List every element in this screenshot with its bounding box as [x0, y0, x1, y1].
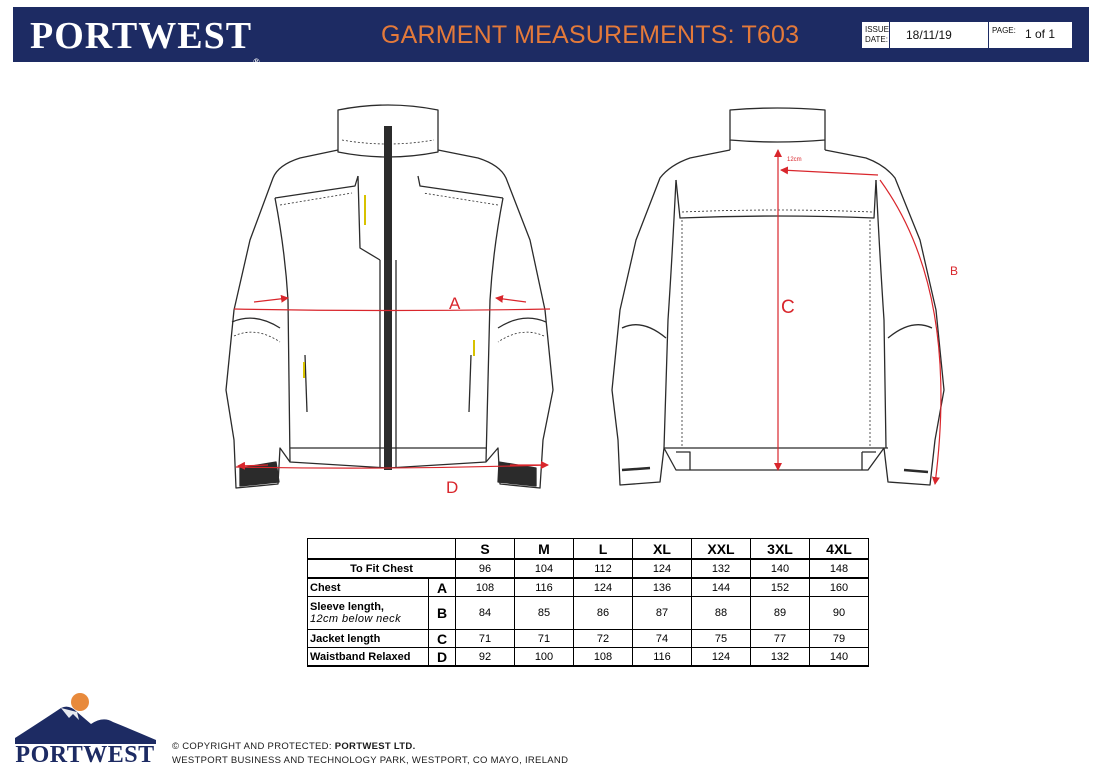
- size-header: XL: [633, 539, 692, 560]
- table-cell: 77: [751, 630, 810, 648]
- table-cell: 124: [692, 648, 751, 667]
- size-header: L: [574, 539, 633, 560]
- front-zip: [384, 126, 392, 470]
- table-cell: 86: [574, 597, 633, 630]
- table-cell: 92: [456, 648, 515, 667]
- table-cell: 132: [751, 648, 810, 667]
- chest-arrow-left: [254, 298, 288, 302]
- table-cell: 100: [515, 648, 574, 667]
- size-header: S: [456, 539, 515, 560]
- size-header-row: [308, 539, 869, 560]
- table-row: [308, 648, 869, 667]
- mountain-icon: [15, 707, 156, 744]
- table-cell: 87: [633, 597, 692, 630]
- page-box: [988, 21, 1073, 49]
- table-cell: 72: [574, 630, 633, 648]
- table-cell: 104: [515, 559, 574, 578]
- back-measurements: [778, 150, 941, 484]
- sleeve-line: [880, 180, 941, 484]
- size-header: 3XL: [751, 539, 810, 560]
- table-cell: 89: [751, 597, 810, 630]
- table-cell: 71: [515, 630, 574, 648]
- row-label: Jacket length: [308, 630, 429, 648]
- row-letter: C: [429, 630, 456, 648]
- table-cell: 85: [515, 597, 574, 630]
- table-cell: 112: [574, 559, 633, 578]
- size-header: XXL: [692, 539, 751, 560]
- issue-label: ISSUE: [865, 25, 890, 34]
- table-cell: 88: [692, 597, 751, 630]
- garment-diagram: [0, 85, 1099, 510]
- label-d: D: [446, 478, 459, 497]
- table-cell: 144: [692, 578, 751, 597]
- table-cell: 71: [456, 630, 515, 648]
- table-cell: 136: [633, 578, 692, 597]
- table-cell: 148: [810, 559, 869, 578]
- table-cell: 124: [574, 578, 633, 597]
- page-title: GARMENT MEASUREMENTS: T603: [381, 21, 800, 49]
- label-b: B: [950, 264, 959, 278]
- row-label-main: Sleeve length,: [310, 601, 384, 613]
- row-label: Waistband Relaxed: [308, 648, 429, 667]
- sun-icon: [71, 693, 89, 711]
- size-header: M: [515, 539, 574, 560]
- table-cell: 96: [456, 559, 515, 578]
- row-letter: A: [429, 578, 456, 597]
- label-c: C: [781, 297, 795, 318]
- table-cell: 140: [810, 648, 869, 667]
- table-row: [308, 578, 869, 597]
- copyright-line: [172, 741, 416, 752]
- table-cell: 124: [633, 559, 692, 578]
- date-label: DATE:: [865, 35, 888, 44]
- table-cell: 132: [692, 559, 751, 578]
- table-cell: 108: [456, 578, 515, 597]
- footer-logo: [13, 690, 158, 768]
- table-cell: 84: [456, 597, 515, 630]
- table-cell: 152: [751, 578, 810, 597]
- copyright-prefix: © COPYRIGHT AND PROTECTED:: [172, 741, 332, 752]
- issue-date-value: 18/11/19: [906, 28, 952, 42]
- measurement-table: [307, 538, 869, 667]
- table-row: [308, 630, 869, 648]
- table-row: [308, 597, 869, 630]
- brand-logo: [30, 14, 261, 67]
- page-value: 1 of 1: [1025, 27, 1056, 41]
- chest-arrow-right: [496, 298, 526, 302]
- fit-chest-label: To Fit Chest: [308, 559, 456, 578]
- row-label-sub: 12cm below neck: [310, 613, 401, 625]
- table-cell: 160: [810, 578, 869, 597]
- label-a: A: [449, 294, 461, 313]
- issue-date-box: [861, 21, 990, 49]
- address-line: WESTPORT BUSINESS AND TECHNOLOGY PARK, WESTPORT, CO MAYO, IRELAND: [172, 755, 569, 766]
- neck-offset-line: [781, 170, 878, 175]
- table-cell: 108: [574, 648, 633, 667]
- note-12cm: 12cm: [787, 157, 802, 163]
- size-header: 4XL: [810, 539, 869, 560]
- row-label: Chest: [308, 578, 429, 597]
- table-cell: 75: [692, 630, 751, 648]
- header-bar: [13, 7, 1089, 67]
- row-label: [308, 597, 429, 630]
- table-cell: 90: [810, 597, 869, 630]
- footer-logo-text: PORTWEST: [15, 742, 155, 768]
- table-cell: 74: [633, 630, 692, 648]
- table-cell: 116: [515, 578, 574, 597]
- row-letter: B: [429, 597, 456, 630]
- issue-divider: [889, 22, 890, 48]
- table-cell: 79: [810, 630, 869, 648]
- page-label: PAGE:: [992, 26, 1016, 35]
- company-name: PORTWEST LTD.: [334, 741, 416, 752]
- row-letter: D: [429, 648, 456, 667]
- registered-mark: ®: [253, 57, 261, 67]
- table-cell: 140: [751, 559, 810, 578]
- table-cell: 116: [633, 648, 692, 667]
- brand-name: PORTWEST: [30, 15, 253, 57]
- fit-chest-row: [308, 559, 869, 578]
- blank-corner: [308, 539, 456, 560]
